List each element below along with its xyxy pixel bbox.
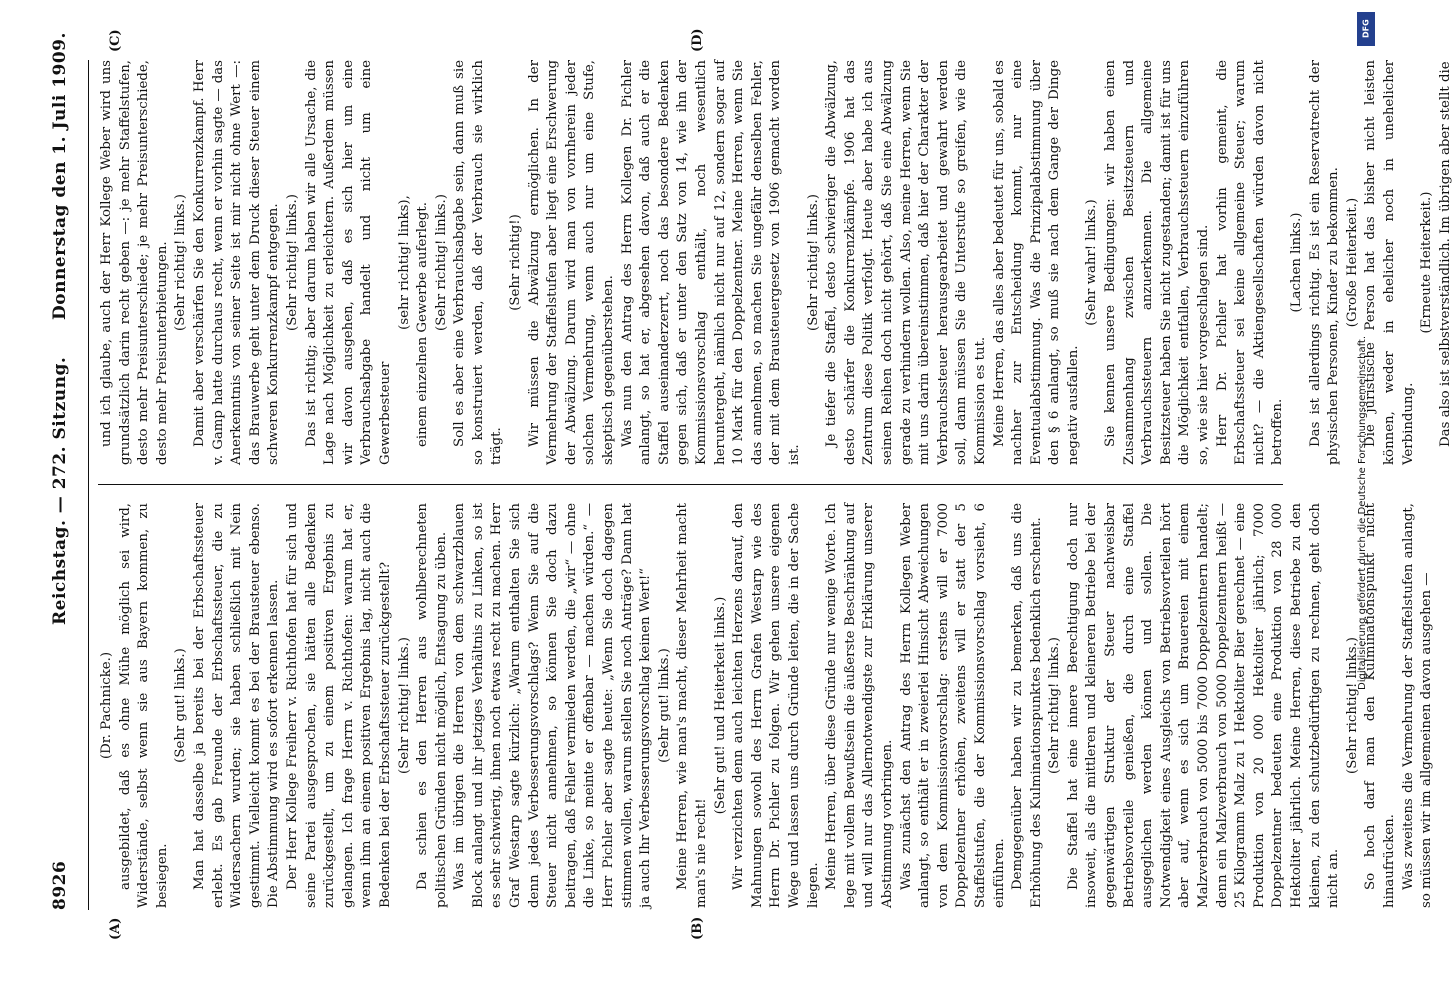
interjection: (Erneute Heiterkeit.) [1419, 191, 1435, 334]
interjection: (Sehr richtig! links.) [284, 194, 300, 331]
paragraph: Was nun den Antrag des Herrn Kollegen Dr. Pichler anlangt, so hat er, abgesehen davon, daß auch er die Staffel auseinanderzerrt, noch das besondere Bedenken gegen sich, daß er unter den Satz von 14, wie ihn der Kommissionsvorschlag enthält, noch wesentlich heruntergeht, nämlich nicht nur auf 12, sondern sogar auf 10 Mark für den Doppelzentner. Meine Herren, wenn Sie das annehmen, so machen Sie ungefähr denselben Fehler, der mit dem Brausteuergesetz von 1906 gemacht worden ist. [619, 60, 802, 465]
interjection: (Große Heiterkeit.) [1344, 197, 1360, 328]
interjection: (Dr. Pachnicke.) [99, 651, 114, 760]
paragraph: So hoch darf man den Kulminationspunkt nicht hinaufrücken. [1363, 503, 1397, 908]
paragraph: Was zweitens die Vermehrung der Staffelstufen anlangt, so müssen wir im allgemeinen davon ausgehen — [1400, 503, 1435, 908]
margin-marker-a: (A) [108, 917, 123, 940]
paragraph: Wir verzichten denn auch leichten Herzens darauf, den Mahnungen sowohl des Herrn Grafen Westarp wie des Herrn Dr. Pichler zu folgen. Wir gehen unsere eigenen Wege und lassen uns durch Gründe leiten, die in der Sache liegen. [731, 503, 821, 908]
paragraph: Was im übrigen die Herren von dem schwarzblauen Block anlangt und ihr jetziges Verhältnis zu Linken, so ist es sehr schwierig, ihnen noch etwas recht zu machen. Herr Graf Westarp sagte kürzlich: „Warum enthalten Sie sich denn jedes Verbesserungsvorschlags? Wenn Sie auf die Steuer nicht annehmen, so können Sie doch dazu beitragen, daß Fehler vermieden werden, die „wir“ — ohne die Linke, so meinte er offenbar — machen würden.“ — Herr Pichler aber sagte heute: „Wenn Sie doch dagegen stimmen wollen, warum stellen Sie noch Anträge? Dann hat ja auch Ihr Verbesserungsvorschlag keinen Wert!“ [452, 503, 654, 908]
paragraph: Die juristische Person hat das bisher nicht leisten können, weder in ehelicher noch in unehelicher Verbindung. [1363, 60, 1416, 465]
margin-marker-b: (B) [690, 916, 705, 940]
header-title: Reichstag. — 272. Sitzung. [50, 356, 70, 625]
header-rule [88, 60, 89, 910]
margin-marker-c: (C) [108, 29, 123, 52]
paragraph: Das ist richtig; aber darum haben wir alle Ursache, die Lage nach Möglichkeit zu erleichtern. Außerdem müssen wir davon ausgehen, daß es sich hier um eine Verbrauchsabgabe handelt und nicht um eine Gewerbesteuer [303, 60, 393, 465]
paragraph: Sie kennen unsere Bedingungen: wir haben einen Zusammenhang zwischen Besitzsteuern und Verbrauchssteuern anzuerkennen. Die allgemeine Besitzsteuer haben Sie nicht zugestanden; damit ist für uns die Möglichkeit entfallen, Verbrauchssteuern einzuführen so, wie sie hier vorgeschlagen sind. [1103, 60, 1212, 465]
interjection: (Sehr gut! links.) [656, 648, 672, 763]
paragraph: und ich glaube, auch der Herr Kollege Weber wird uns grundsätzlich darin recht geben —: je mehr Staffelstufen, desto mehr Preisunterschiede; je mehr Preisunterschiede, desto mehr Preisunterbietungen. [99, 60, 170, 465]
paragraph: ausgebildet, daß es ohne Mühe möglich sei wird, Widerstände, selbst wenn sie aus Bayern kommen, zu besiegen. [117, 503, 170, 908]
interjection: (Sehr wahr! links.) [1084, 199, 1100, 326]
digitization-sidebar [1355, 10, 1377, 990]
paragraph: Meine Herren, wie man's macht, dieser Mehrheit macht man's nie recht! [675, 503, 709, 908]
interjection: (Sehr gut! und Heiterkeit links.) [712, 596, 728, 815]
page-number: 8926 [50, 860, 70, 910]
interjection: (Sehr richtig! links.) [1047, 637, 1063, 774]
paragraph: Soll es aber eine Verbrauchsabgabe sein, dann muß sie so konstruiert werden, daß der Verbrauch sie wirklich trägt. [452, 60, 505, 465]
right-text-column [98, 60, 1453, 465]
paragraph: Das ist allerdings richtig. Es ist ein Reservatrecht der physischen Personen, Kinder zu bekommen. [1307, 60, 1342, 465]
paragraph: Man hat dasselbe ja bereits bei der Erbschaftssteuer erlebt. Es gab Freunde der Erbschaftssteuer, die zu Widersachern wurden; sie haben schließlich mit Nein gestimmt. Vielleicht kommt es bei der Brausteuer ebenso. Die Abstimmung wird es sofort erkennen lassen. [191, 503, 282, 908]
paragraph: einem einzelnen Gewerbe auferlegt. [415, 202, 431, 447]
interjection: (Sehr richtig! links.) [433, 194, 449, 331]
paragraph: Wir müssen die Abwälzung ermöglichen. In der Vermehrung der Staffelstufen aber liegt eine Erschwerung der Abwälzung. Darum wird man von vornherein jeder solchen Vermehrung, wenn auch nur um eine Stufe, skeptisch gegenüberstehen. [526, 60, 617, 465]
interjection: (Sehr richtig!) [508, 214, 524, 311]
column-divider [98, 484, 1283, 485]
paragraph: Der Herr Kollege Freiherr v. Richthofen hat für sich und seine Partei ausgesprochen, sie hätten alle Bedenken zurückgestellt, um zu einem positiven Ergebnis zu gelangen. Ich frage Herrn v. Richthofen: warum hat er, wenn ihm an einem positiven Ergebnis lag, nicht auch die Bedenken bei der Erbschaftssteuer zurückgestellt? [284, 503, 393, 908]
dfg-logo: DFG [1357, 12, 1375, 46]
header-date: Donnerstag den 1. Juli 1909. [50, 32, 70, 320]
interjection: (Sehr richtig! links.) [1344, 637, 1360, 774]
paragraph: Da schien es den Herren aus wohlberechneten politischen Gründen nicht möglich, Entsagung zu üben. [415, 503, 449, 908]
paragraph: Je tiefer die Staffel, desto schwieriger die Abwälzung, desto schärfer die Konkurrenzkämpfe. 1906 hat das Zentrum diese Politik verfolgt. Heute aber habe ich aus seinen Reihen doch nicht gehört, daß Sie eine Abwälzung gerade zu verhindern wollen. Also, meine Herren, wenn Sie mit uns darin übereinstimmen, daß hier der Charakter der Verbrauchssteuer herausgearbeitet und gewahrt werden soll, dann müssen Sie die Unterstufe so greifen, wie die Kommission es tut. [824, 60, 988, 465]
interjection: (Sehr richtig! links.) [805, 194, 821, 331]
paragraph: Damit aber verschärfen Sie den Konkurrenzkampf. Herr v. Gamp hatte durchaus recht, wenn er vorhin sagte — das Anerkenntnis von seiner Seite ist mir nicht ohne Wert —: das Brauwerbe geht unter dem Druck dieser Steuer einem schweren Konkurrenzkampf entgegen. [191, 60, 282, 465]
paragraph: Das also ist selbstverständlich. Im übrigen aber stellt die [1437, 61, 1453, 447]
paragraph: Die Staffel hat eine innere Berechtigung doch nur insoweit, als die mittleren und kleineren Betriebe bei der gegenwärtigen Struktur der Steuer nachweisbar Betriebsvorteile genießen, die durch eine Staffel ausgeglichen werden können und sollen. Die Notwendigkeit eines Ausgleichs von Betriebsvorteilen hört aber auf, wenn es sich um Brauereien mit einem Malzverbrauch von 5000 bis 7000 Doppelzentnern handelt; denn ein Malzverbrauch von 5000 Doppelzentnern heißt — 25 Kilogramm Malz zu 1 Hektoliter Bier gerechnet — eine Produktion von 20 000 Hektoliter jährlich; 7000 Doppelzentner bedeuten eine Produktion von 28 000 Hektoliter jährlich. Meine Herren, diese Betriebe zu den kleinen, zu den schutzbedürftigen zu rechnen, geht doch nicht an. [1065, 503, 1342, 908]
paragraph: Herr Dr. Pichler hat vorhin gemeint, die Erbschaftssteuer sei keine allgemeine Steuer; warum nicht? — die Aktiengesellschaften würden davon nicht betroffen. [1214, 60, 1286, 465]
interjection: (Lachen links.) [1289, 212, 1304, 313]
paragraph: Demgegenüber haben wir zu bemerken, daß uns die Erhöhung des Kulminationspunktes bedenklich erscheint. [1010, 503, 1044, 908]
running-header [50, 32, 80, 910]
interjection: (Sehr richtig! links.) [173, 194, 189, 331]
paragraph: Meine Herren, das alles aber bedeutet für uns, sobald es nachher zur Entscheidung kommt, nur eine Eventualabstimmung. Was die Prinzipalabstimmung über den § 6 anlangt, so muß sie nach dem Gange der Dinge negativ ausfallen. [991, 60, 1081, 465]
interjection: (Sehr gut! links.) [173, 648, 189, 763]
interjection: (sehr richtig! links), [396, 195, 412, 330]
interjection: (Sehr richtig! links.) [396, 637, 412, 774]
digitization-credit: Digitalisierung gefördert durch die Deutsche Forschungsgemeinschaft. [1357, 335, 1368, 690]
paragraph: Was zunächst den Antrag des Herrn Kollegen Weber anlangt, so enthält er in zweierlei Hinsicht Abweichungen von dem Kommissionsvorschlag: erstens will er 7000 Doppelzentner erhöhen, zweitens will er statt der 5 Staffelstufen, die der Kommissionsvorschlag vorsieht, 6 einführen. [898, 503, 1007, 908]
margin-marker-d: (D) [690, 28, 705, 52]
paragraph: Meine Herren, über diese Gründe nur wenige Worte. Ich lege mit vollem Bewußtsein die äußerste Beschränkung auf und will nur das Allernotwendigste zur Erklärung unserer Abstimmung vorbringen. [824, 503, 895, 908]
